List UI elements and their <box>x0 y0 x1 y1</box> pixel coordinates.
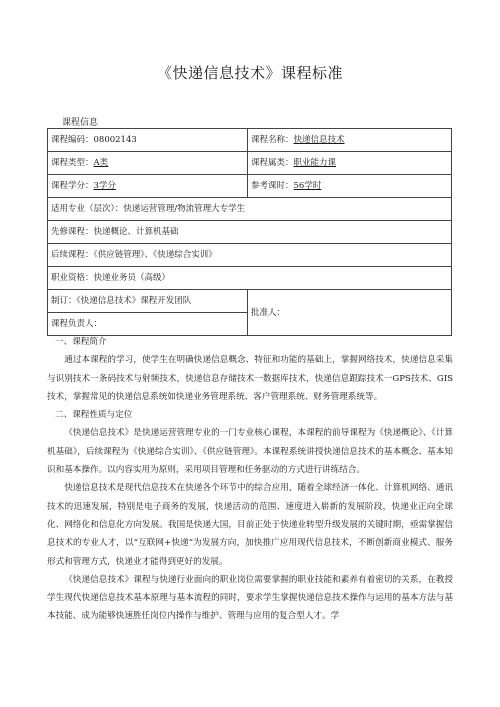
course-hours-cell: 参考课时：56学时 <box>248 175 452 198</box>
course-type-cell: 课程类型：A类 <box>48 152 248 175</box>
author-cell: 制订：《快递信息技术》课程开发团队 <box>48 290 248 313</box>
course-lead-cell: 课程负责人： <box>48 313 248 336</box>
document-title: 《快递信息技术》课程标准 <box>156 64 343 82</box>
course-name-cell: 课程名称：快递信息技术 <box>248 129 452 152</box>
course-credit-cell: 课程学分：3学分 <box>48 175 248 198</box>
section-heading: 二、课程性质与定位 <box>55 410 133 421</box>
section-heading: 一、课程简介 <box>55 337 107 347</box>
document-body <box>47 333 453 626</box>
paragraph: 通过本课程的学习，使学生在明确快递信息概念、特征和功能的基础上，掌握网络技术，快递信息采集与识别技术一条码技术与射频技术，快递信息存储技术一数据库技术，快递信息跟踪技术一GPS技术、GIS技术，掌握常见的快递信息系统如快递业务管理系统、客户管理系统、财务管理系统等。 <box>47 355 453 402</box>
course-info-label: 课程信息 <box>62 118 99 128</box>
approver-cell: 批准人： <box>248 290 452 336</box>
paragraph: 快递信息技术是现代信息技术在快递各个环节中的综合应用，随着全球经济一体化、计算机网络、通讯技术的迅速发展，特别是电子商务的发展，快递活动的范围、速度进入崭新的发展阶段，快递业正向全球化、网络化和信息化方向发展。我国是快递大国，目前正处于快递业转型升级发展的关键时期，亟需掌握信息技术的专业人才，以“互联网+快递”为发展方向，加快推广应用现代信息技术，不断创新商业模式、服务形式和管理方式，快递业才能得到更好的发展。 <box>47 483 453 567</box>
course-info-table <box>47 128 452 336</box>
follow-up-course-cell: 后续课程：《供应链管理》、《快递综合实训》 <box>48 244 452 267</box>
paragraph: 《快递信息技术》课程与快递行业面向的职业岗位需要掌握的职业技能和素养有着密切的关系，在教授学生现代快递信息技术基本原理与基本流程的同时，要求学生掌握快递信息技术操作与运用的基本方法与基本技能、成为能够快速胜任岗位内操作与维护、管理与应用的复合型人才。学 <box>47 574 453 622</box>
course-category-cell: 课程属类：职业能力课 <box>248 152 452 175</box>
course-code-cell: 课程编码：08002143 <box>48 129 248 152</box>
paragraph: 《快递信息技术》是快递运营管理专业的一门专业核心课程，本课程的前导课程为《快递概论》、《计算机基础》，后续课程为《快递综合实训》、《供应链管理》。本课程系统讲授快递信息技术的基本概念、基本知识和基本操作。以内容实用为原则，采用项目管理和任务驱动的方式进行讲练结合。 <box>47 428 453 476</box>
prerequisite-cell: 先修课程：快递概论、计算机基础 <box>48 221 452 244</box>
applicable-major-cell: 适用专业（层次）：快递运营管理/物流管理大专学生 <box>48 198 452 221</box>
qualification-cell: 职业资格：快递业务员（高级） <box>48 267 452 290</box>
